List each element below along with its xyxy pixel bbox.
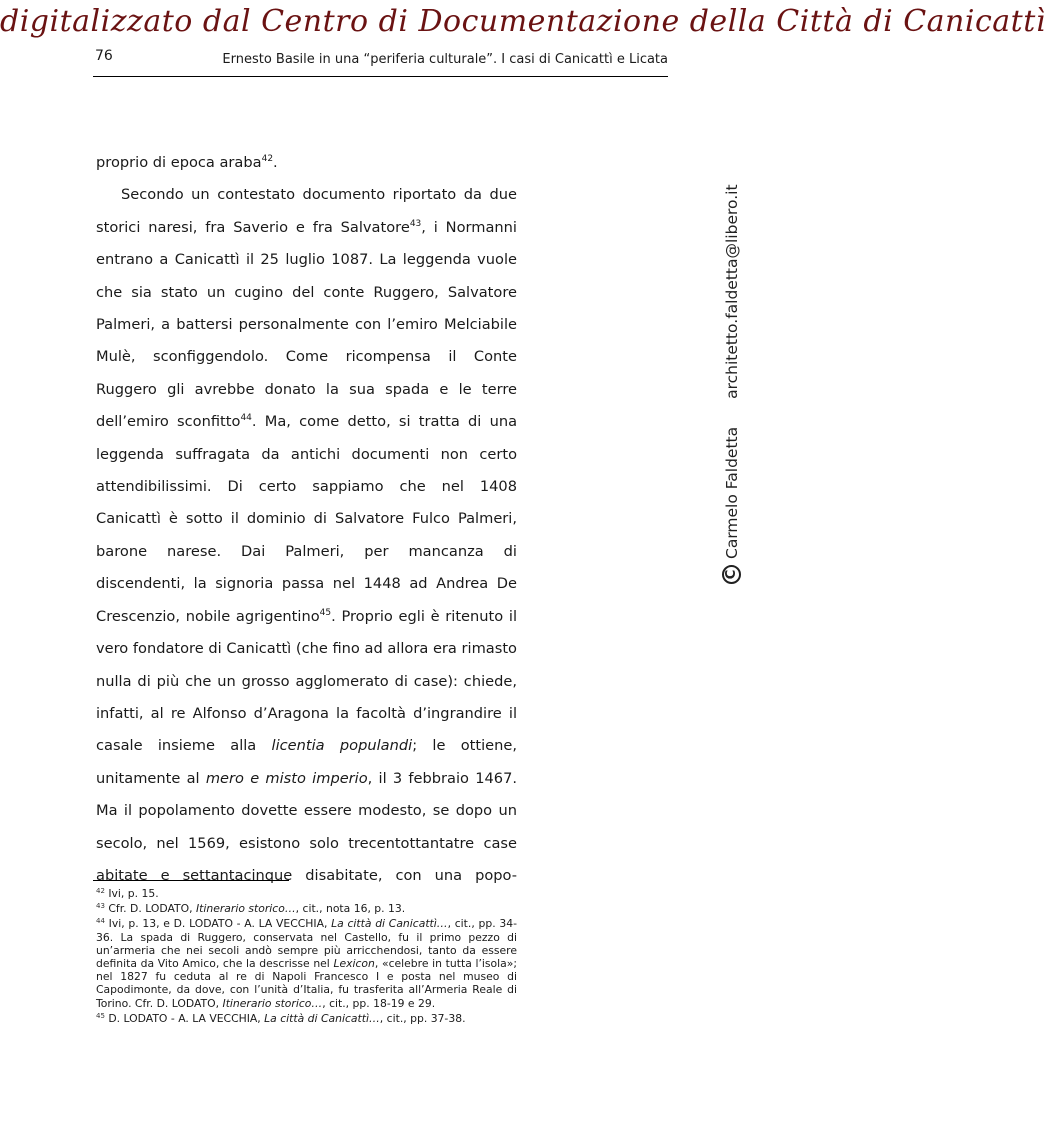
digitization-banner: digitalizzato dal Centro di Documentazione della Città di Canicattì bbox=[0, 4, 1046, 39]
footnote-ref-43[interactable]: 43 bbox=[409, 218, 422, 229]
footnote-42: $^{42}$ Ivi, p. 15. bbox=[96, 887, 159, 900]
paragraph-2: Secondo un contestato documento riportato da due storici naresi, fra Saverio e fra Salvatore$^{43}$, i Normanni entrano a Canicattì il 25 luglio 1087. La leggenda vuole che sia stato un cugino del conte Ruggero, Salvatore Palmeri, a battersi personalmente con l’emiro Melciabile Mulè, sconfiggendolo. Come ricompensa il Conte Ruggero gli avrebbe donato la sua spada e le terre dell’emiro sconfitto$^{44}$. Ma, come detto, si tratta di una leggenda suffragata da antichi documenti non certo attendibilissimi. Di certo sappiamo che nel 1408 Canicattì è sotto il dominio di Salvatore Fulco Palmeri, barone narese. Dai Palmeri, per mancanza di discendenti, la signoria passa nel 1448 ad Andrea De Crescenzio, nobile agrigentino$^{45}$. Proprio egli è ritenuto il vero fondatore di Canicattì (che fino ad allora era rimasto nulla di più che un grosso agglomerato di case): chiede, infatti, al re Alfonso d’Aragona la facoltà d’ingrandire il casale insieme alla licentia populandi; le ottiene, unitamente al mero e misto imperio, il 3 febbraio 1467. Ma il popolamento dovette essere modesto, se dopo un secolo, nel 1569, esistono solo trecentottantatre case abitate e settantacinque disabitate, con una popo- bbox=[96, 186, 518, 884]
footnote-ref-44[interactable]: 44 bbox=[240, 413, 252, 424]
footnote-43: $^{43}$ Cfr. D. LODATO, Itinerario storico…, cit., nota 16, p. 13. bbox=[96, 902, 406, 916]
running-title: Ernesto Basile in una “periferia culturale”. I casi di Canicattì e Licata bbox=[222, 52, 668, 67]
paragraph-1: proprio di epoca araba$^{42}$. bbox=[96, 154, 278, 171]
footnote-45: $^{45}$ D. LODATO - A. LA VECCHIA, La città di Canicattì…, cit., pp. 37-38. bbox=[96, 1011, 466, 1025]
page-number: 76 bbox=[95, 48, 113, 64]
main-text bbox=[96, 147, 517, 892]
footnotes bbox=[96, 887, 517, 1027]
copyright-icon: C bbox=[722, 565, 741, 584]
footnote-44: $^{44}$ Ivi, p. 13, e D. LODATO - A. LA VECCHIA, La città di Canicattì…, cit., pp. 34-36. La spada di Ruggero, conservata nel Castello, fu il primo pezzo di un’armeria che nei secoli andò sempre più arricchendosi, tanto da essere definita da Vito Amico, che la descrisse nel Lexicon, «celebre in tutta l’isola»; nel 1827 fu ceduta al re di Napoli Francesco I e posta nel museo di Capodimonte, da dove, con l’unità d’Italia, fu trasferita all’Armeria Reale di Torino. Cfr. D. LODATO, Itinerario storico…, cit., pp. 18-19 e 29. bbox=[96, 917, 517, 1010]
footnote-ref-42[interactable]: 42 bbox=[261, 154, 274, 164]
footnote-rule bbox=[93, 880, 289, 881]
author-email[interactable]: architetto.faldetta@libero.it bbox=[722, 184, 741, 399]
footnote-ref-45[interactable]: 45 bbox=[319, 607, 332, 618]
header-rule bbox=[93, 76, 668, 77]
copyright-sidebar bbox=[722, 184, 741, 584]
author-name: Carmelo Faldetta bbox=[722, 426, 741, 559]
